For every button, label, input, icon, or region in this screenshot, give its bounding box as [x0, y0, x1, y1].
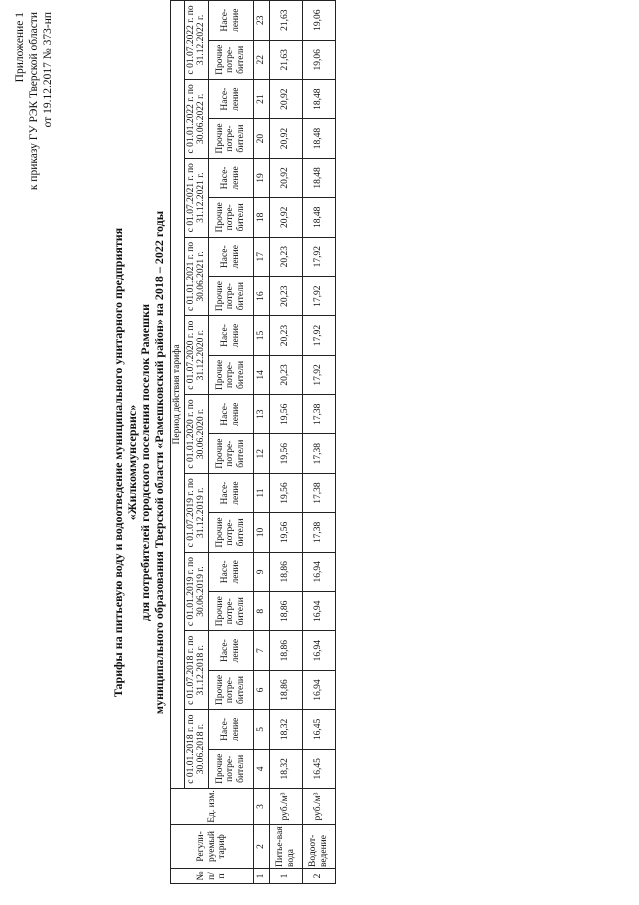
tariff-value: 18,48: [302, 198, 335, 237]
column-number: 4: [253, 749, 269, 788]
header-row: [171, 0, 185, 883]
column-number: 17: [253, 237, 269, 276]
column-number: 6: [253, 670, 269, 709]
column-number-row: [253, 0, 269, 883]
period-row: [184, 0, 208, 883]
tariff-value: 20,23: [269, 276, 302, 315]
tariff-table: [170, 0, 336, 884]
tariff-value: 20,92: [269, 79, 302, 118]
column-number: 3: [253, 789, 269, 825]
category-other-consumers: Прочие потре-бители: [208, 670, 253, 709]
period-header: с 01.01.2018 г. по 30.06.2018 г.: [184, 710, 208, 789]
category-other-consumers: Прочие потре-бители: [208, 355, 253, 394]
column-number: 9: [253, 552, 269, 591]
appendix-note: [13, 12, 55, 190]
tariff-value: 20,23: [269, 316, 302, 355]
category-other-consumers: Прочие потре-бители: [208, 434, 253, 473]
category-other-consumers: Прочие потре-бители: [208, 513, 253, 552]
category-population: Насе-ление: [208, 710, 253, 749]
category-row: [208, 0, 253, 883]
category-other-consumers: Прочие потре-бители: [208, 198, 253, 237]
period-header: с 01.07.2020 г. по 31.12.2020 г.: [184, 316, 208, 395]
tariff-value: 16,45: [302, 749, 335, 788]
category-other-consumers: Прочие потре-бители: [208, 119, 253, 158]
tariff-value: 17,92: [302, 276, 335, 315]
tariff-value: 17,38: [302, 434, 335, 473]
row-number: 1: [269, 869, 302, 884]
tariff-value: 17,92: [302, 237, 335, 276]
column-number: 7: [253, 631, 269, 670]
title-line: муниципального образования Тверской области «Рамешковский район» на 2018 – 2022 годы: [151, 210, 166, 715]
tariff-value: 18,48: [302, 79, 335, 118]
column-number: 13: [253, 395, 269, 434]
tariff-value: 16,45: [302, 710, 335, 749]
tariff-value: 18,32: [269, 710, 302, 749]
column-number: 21: [253, 79, 269, 118]
appendix-line: от 19.12.2017 № 373-нп: [42, 12, 54, 128]
column-number: 20: [253, 119, 269, 158]
column-number: 1: [253, 869, 269, 884]
category-population: Насе-ление: [208, 237, 253, 276]
period-header: с 01.01.2020 г. по 30.06.2020 г.: [184, 395, 208, 474]
tariff-value: 18,86: [269, 670, 302, 709]
column-number: 11: [253, 473, 269, 512]
tariff-value: 19,56: [269, 434, 302, 473]
category-other-consumers: Прочие потре-бители: [208, 276, 253, 315]
tariff-value: 17,38: [302, 395, 335, 434]
category-population: Насе-ление: [208, 0, 253, 40]
tariff-value: 18,86: [269, 592, 302, 631]
tariff-value: 17,92: [302, 355, 335, 394]
column-number: 18: [253, 198, 269, 237]
category-population: Насе-ление: [208, 395, 253, 434]
column-number: 16: [253, 276, 269, 315]
column-number: 8: [253, 592, 269, 631]
period-header: с 01.07.2018 г. по 31.12.2018 г.: [184, 631, 208, 710]
tariff-value: 19,06: [302, 40, 335, 79]
header-unit: Ед. изм.: [171, 789, 254, 825]
row-tariff-name: Питье-вая вода: [269, 825, 302, 869]
category-population: Насе-ление: [208, 158, 253, 197]
tariff-value: 20,23: [269, 237, 302, 276]
period-header: с 01.01.2019 г. по 30.06.2019 г.: [184, 552, 208, 631]
column-number: 14: [253, 355, 269, 394]
period-header: с 01.07.2019 г. по 31.12.2019 г.: [184, 473, 208, 552]
tariff-value: 18,86: [269, 552, 302, 591]
tariff-value: 19,56: [269, 395, 302, 434]
tariff-value: 21,63: [269, 0, 302, 40]
header-period: Период действия тарифа: [171, 0, 185, 788]
category-other-consumers: Прочие потре-бители: [208, 592, 253, 631]
column-number: 22: [253, 40, 269, 79]
row-number: 2: [302, 869, 335, 884]
category-population: Насе-ление: [208, 79, 253, 118]
tariff-value: 19,56: [269, 513, 302, 552]
category-population: Насе-ление: [208, 316, 253, 355]
category-other-consumers: Прочие потре-бители: [208, 40, 253, 79]
tariff-value: 18,48: [302, 158, 335, 197]
column-number: 2: [253, 825, 269, 869]
header-tariff: Регули-руемый тариф: [171, 825, 254, 869]
appendix-line: к приказу ГУ РЭК Тверской области: [28, 12, 40, 191]
tariff-value: 18,32: [269, 749, 302, 788]
tariff-value: 16,94: [302, 592, 335, 631]
tariff-value: 17,38: [302, 513, 335, 552]
column-number: 5: [253, 710, 269, 749]
column-number: 10: [253, 513, 269, 552]
tariff-value: 16,94: [302, 552, 335, 591]
tariff-value: 16,94: [302, 670, 335, 709]
row-unit: руб./м³: [269, 789, 302, 825]
period-header: с 01.07.2021 г. по 31.12.2021 г.: [184, 158, 208, 237]
appendix-line: Приложение 1: [14, 12, 26, 83]
category-population: Насе-ление: [208, 473, 253, 512]
tariff-value: 21,63: [269, 40, 302, 79]
period-header: с 01.01.2021 г. по 30.06.2021 г.: [184, 237, 208, 316]
category-population: Насе-ление: [208, 552, 253, 591]
tariff-value: 18,86: [269, 631, 302, 670]
column-number: 12: [253, 434, 269, 473]
tariff-value: 20,23: [269, 355, 302, 394]
tariff-value: 19,56: [269, 473, 302, 512]
title-line: для потребителей городского поселения поселок Рамешки: [138, 303, 152, 622]
row-unit: руб./м³: [302, 789, 335, 825]
period-header: с 01.01.2022 г. по 30.06.2022 г.: [184, 79, 208, 158]
tariff-value: 20,92: [269, 158, 302, 197]
period-header: с 01.07.2022 г. по 31.12.2022 г.: [184, 0, 208, 79]
header-number: № п/п: [171, 869, 254, 884]
column-number: 15: [253, 316, 269, 355]
tariff-value: 16,94: [302, 631, 335, 670]
tariff-value: 17,38: [302, 473, 335, 512]
tariff-value: 18,48: [302, 119, 335, 158]
table-row: [302, 0, 335, 883]
tariff-value: 19,06: [302, 0, 335, 40]
column-number: 19: [253, 158, 269, 197]
column-number: 23: [253, 0, 269, 40]
category-population: Насе-ление: [208, 631, 253, 670]
tariff-value: 20,92: [269, 198, 302, 237]
row-tariff-name: Водоот-ведение: [302, 825, 335, 869]
title-line: Тарифы на питьевую воду и водоотведение муниципального унитарного предприятия «Жилкоммунсервис»: [111, 227, 139, 698]
tariff-value: 20,92: [269, 119, 302, 158]
category-other-consumers: Прочие потре-бители: [208, 749, 253, 788]
table-row: [269, 0, 302, 883]
document-title: [112, 170, 166, 755]
tariff-value: 17,92: [302, 316, 335, 355]
